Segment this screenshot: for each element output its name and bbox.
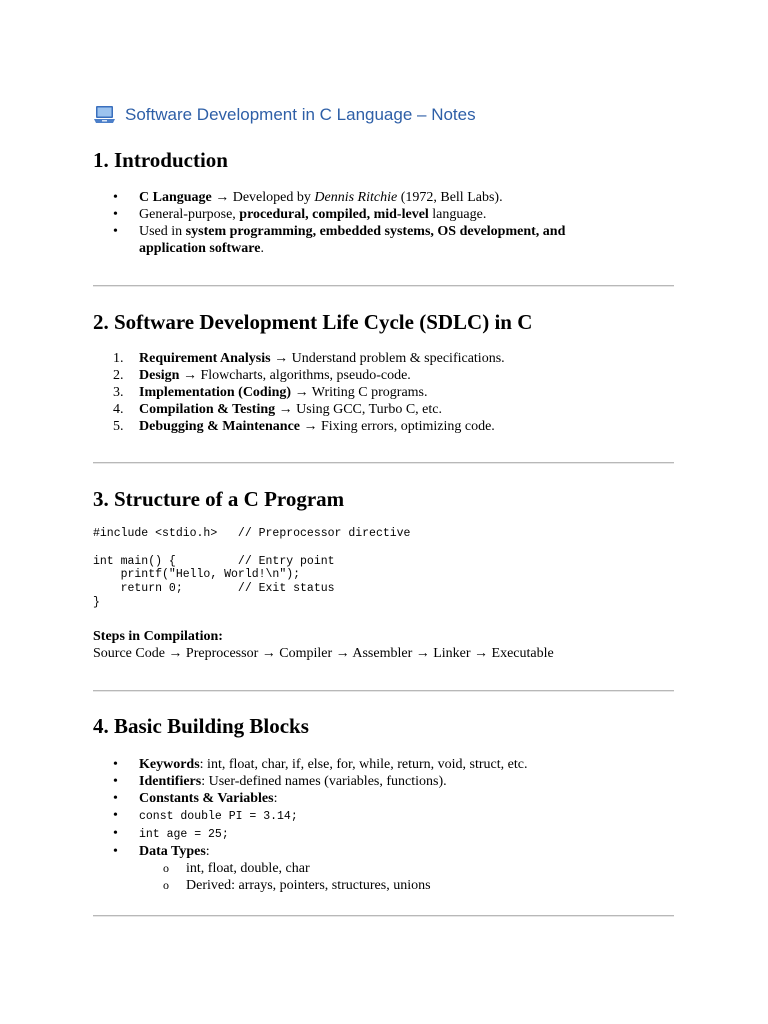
document-title bbox=[93, 104, 476, 126]
section-divider bbox=[93, 690, 674, 692]
section-heading-introduction: 1. Introduction bbox=[93, 148, 228, 172]
list-item: 4. Compilation & Testing → Using GCC, Turbo C, etc. bbox=[113, 402, 442, 417]
section-heading-structure: 3. Structure of a C Program bbox=[93, 487, 345, 511]
list-item: 1. Requirement Analysis → Understand problem & specifications. bbox=[113, 351, 505, 366]
list-item: • Data Types: o int, float, double, char o Derived: arrays, pointers, structures, unions bbox=[93, 843, 633, 894]
compilation-steps-text: Source Code → Preprocessor → Compiler → Assembler → Linker → Executable bbox=[93, 646, 554, 661]
list-item: 3. Implementation (Coding) → Writing C programs. bbox=[113, 385, 428, 400]
sub-list-item: o Derived: arrays, pointers, structures, unions bbox=[139, 877, 633, 894]
code-block: #include <stdio.h> // Preprocessor directive int main() { // Entry point printf("Hello, World!\n"); return 0; // Exit status } bbox=[93, 527, 411, 609]
section-divider bbox=[93, 285, 674, 287]
list-item: • const double PI = 3.14; bbox=[93, 807, 633, 825]
sub-list-item: o int, float, double, char bbox=[139, 860, 633, 877]
section-divider bbox=[93, 462, 674, 464]
list-item: • Constants & Variables: bbox=[93, 790, 633, 807]
list-item: • General-purpose, procedural, compiled, mid-level language. bbox=[93, 206, 633, 223]
sdlc-list bbox=[93, 350, 633, 435]
list-item: • Used in system programming, embedded systems, OS development, and application software. bbox=[93, 223, 633, 257]
list-item: • int age = 25; bbox=[93, 825, 633, 843]
section-heading-sdlc: 2. Software Development Life Cycle (SDLC) in C bbox=[93, 310, 533, 334]
section-divider bbox=[93, 915, 674, 917]
document-title-text: Software Development in C Language – Notes bbox=[125, 105, 476, 124]
laptop-icon bbox=[93, 104, 117, 126]
list-item: • Keywords: int, float, char, if, else, for, while, return, void, struct, etc. bbox=[93, 756, 633, 773]
introduction-list bbox=[93, 189, 633, 257]
building-blocks-list bbox=[93, 756, 633, 894]
list-item: 2. Design → Flowcharts, algorithms, pseudo-code. bbox=[113, 368, 411, 383]
list-item: • Identifiers: User-defined names (variables, functions). bbox=[93, 773, 633, 790]
data-types-sublist bbox=[139, 860, 633, 894]
section-heading-building-blocks: 4. Basic Building Blocks bbox=[93, 714, 309, 738]
compilation-steps-label: Steps in Compilation: bbox=[93, 629, 223, 644]
list-item: 5. Debugging & Maintenance → Fixing errors, optimizing code. bbox=[113, 419, 495, 434]
list-item: • C Language → Developed by Dennis Ritchie (1972, Bell Labs). bbox=[93, 189, 633, 206]
